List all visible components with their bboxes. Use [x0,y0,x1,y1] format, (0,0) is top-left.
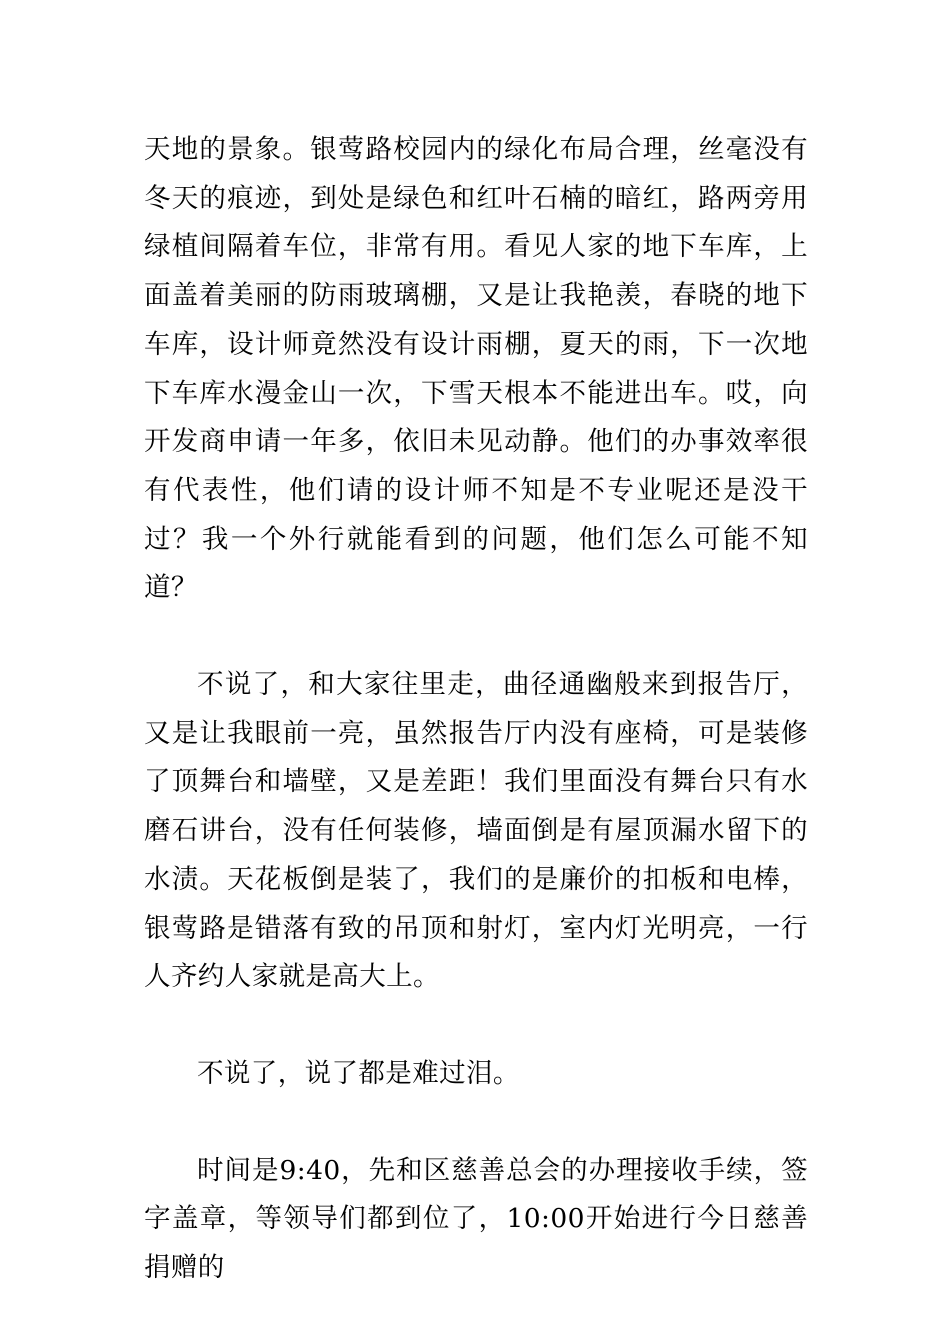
paragraph-report-hall: 不说了，和大家往里走，曲径通幽般来到报告厅，又是让我眼前一亮，虽然报告厅内没有座椅，可是装修了顶舞台和墙壁，又是差距！我们里面没有舞台只有水磨石讲台，没有任何装修，墙面倒是有屋顶漏水留下的水渍。天花板倒是装了，我们的是廉价的扣板和电棒，银莺路是错落有致的吊顶和射灯，室内灯光明亮，一行人齐约人家就是高大上。 [144,669,808,993]
document-body [144,126,808,1293]
paragraph-sad-remark: 不说了，说了都是难过泪。 [197,1057,520,1089]
paragraph-campus-scene: 天地的景象。银莺路校园内的绿化布局合理，丝毫没有冬天的痕迹，到处是绿色和红叶石楠的暗红，路两旁用绿植间隔着车位，非常有用。看见人家的地下车库，上面盖着美丽的防雨玻璃棚，又是让我艳羡，春晓的地下车库，设计师竟然没有设计雨棚，夏天的雨，下一次地下车库水漫金山一次，下雪天根本不能进出车。哎，向开发商申请一年多，依旧未见动静。他们的办事效率很有代表性，他们请的设计师不知是不专业呢还是没干过？我一个外行就能看到的问题，他们怎么可能不知道？ [144,134,808,604]
paragraph-donation-time: 时间是9:40，先和区慈善总会的办理接收手续，签字盖章，等领导们都到位了，10:00开始进行今日慈善捐赠的 [144,1154,808,1284]
